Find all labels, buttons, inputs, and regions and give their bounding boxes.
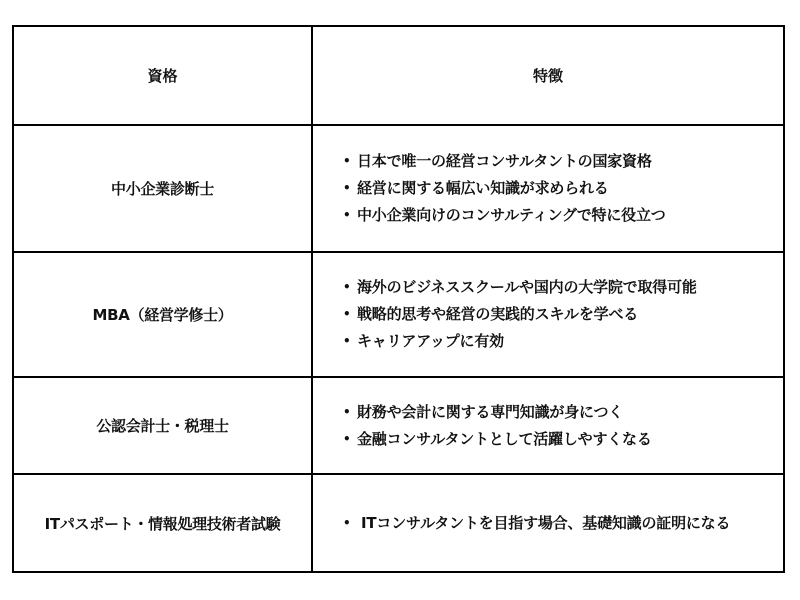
qualification-name: ITパスポート・情報処理技術者試験 [13,474,312,572]
list-item [343,301,783,328]
features-cell [312,125,784,252]
table-row [13,377,784,474]
feature-text: 経営に関する幅広い知識が求められる [357,179,609,197]
bullet-icon: • [343,154,351,168]
list-item [343,510,783,537]
header-row [13,26,784,125]
bullet-icon: • [343,181,351,195]
qualification-name: 中小企業診断士 [13,125,312,252]
feature-text: 戦略的思考や経営の実践的スキルを学べる [357,305,639,323]
feature-text: 日本で唯一の経営コンサルタントの国家資格 [357,152,652,170]
list-item [343,426,783,453]
header-qualification: 資格 [13,26,312,125]
bullet-icon: • [343,431,351,446]
table-row [13,125,784,252]
table-row [13,474,784,572]
bullet-icon: • [343,307,351,321]
bullet-icon: • [343,334,351,348]
bullet-icon: • [343,208,351,222]
feature-text: キャリアアップに有効 [357,332,504,350]
table-row [13,252,784,377]
list-item [343,399,783,426]
features-cell [312,474,784,572]
bullet-icon: • [343,404,351,419]
qualifications-table [12,25,785,573]
feature-text: 財務や会計に関する専門知識が身につく [357,402,624,421]
features-list [343,399,783,453]
list-item [343,328,783,355]
feature-text: 中小企業向けのコンサルティングで特に役立つ [357,206,666,224]
bullet-icon: • [343,280,351,294]
features-cell [312,252,784,377]
features-cell [312,377,784,474]
list-item [343,148,783,175]
table-header [13,26,784,125]
bullet-icon: • [343,515,351,530]
list-item [343,202,783,229]
header-features: 特徴 [312,26,784,125]
features-list [343,274,783,355]
list-item [343,175,783,202]
feature-text: 金融コンサルタントとして活躍しやすくなる [357,429,652,448]
features-list [343,510,783,537]
table-body [13,125,784,572]
qualification-name: MBA（経営学修士） [13,252,312,377]
qualification-name: 公認会計士・税理士 [13,377,312,474]
features-list [343,148,783,229]
feature-text: ITコンサルタントを目指す場合、基礎知識の証明になる [361,513,731,532]
list-item [343,274,783,301]
feature-text: 海外のビジネススクールや国内の大学院で取得可能 [357,278,697,296]
